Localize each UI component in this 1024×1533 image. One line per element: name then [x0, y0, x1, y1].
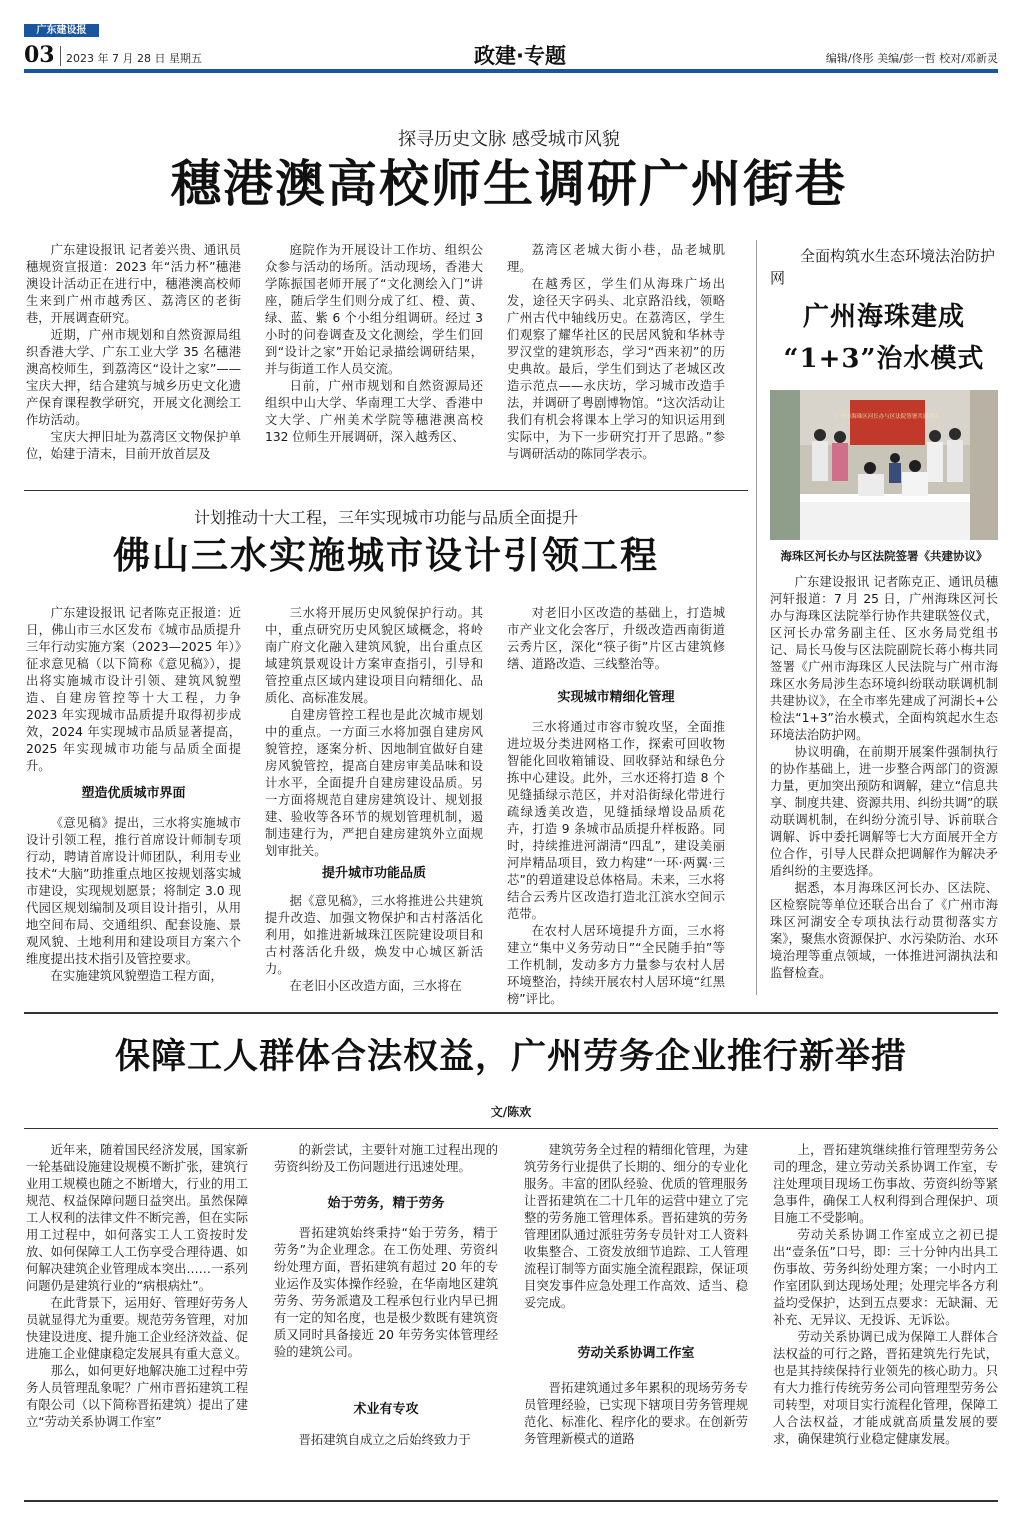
- article3-headline: 保障工人群体合法权益，广州劳务企业推行新举措: [114, 1036, 907, 1077]
- paragraph: 广东建设报讯 记者姜兴贵、通讯员穗规资宣报道：2023 年“活力杯”穗港澳设计活动正在进行中，穗港澳高校师生来到广州市越秀区、荔湾区的老街巷，开展调查研究。: [26, 243, 241, 325]
- photo-banner-text: 广州市海珠区河长办与区法院签署共建协议: [834, 414, 940, 420]
- divider: [24, 490, 748, 491]
- footer-rule: [24, 1500, 998, 1502]
- article2-column-1b: [26, 815, 241, 985]
- paragraph: 庭院作为开展设计工作坊、组织公众参与活动的场所。活动现场，香港大学陈振国老师开展了“文化测绘入门”讲座，随后学生们则分成了红、橙、黄、绿、蓝、紫 6 个小组分组调研。经过 3 小时的问卷调查及文化测绘，学生们回到“设计之家”开始记录描绘调研结果，并与街道工作人员交流。: [265, 243, 483, 376]
- article1-headline: 穗港澳高校师生调研广州街巷: [171, 154, 847, 213]
- sidebar-kicker: 全面构筑水生态环境法治防护网: [770, 247, 996, 287]
- sidebar-headline: [770, 296, 998, 380]
- article3-subhead-2: 术业有专攻: [353, 1402, 419, 1417]
- article3-column-3: [524, 1142, 748, 1312]
- paragraph: 对老旧小区改造的基础上，打造城市产业文化会客厅，升级改造西南街道云秀片区，深化“筷子街”片区古建筑修缮、道路改造、三线整治等。: [507, 606, 725, 671]
- article3-column-4: [773, 1142, 998, 1448]
- page-number: 03: [24, 42, 55, 68]
- article3-column-1: [26, 1142, 248, 1431]
- paragraph: 那么，如何更好地解决施工过程中劳务人员管理乱象呢？广州市晋拓建筑工程有限公司（以下简称晋拓建筑）提出了建立“劳动关系协调工作室”: [26, 1364, 248, 1429]
- divider: [24, 1128, 998, 1129]
- paragraph: 晋拓建筑通过多年累积的现场劳务专员管理经验，已实现下辖项目劳务管理规范化、标准化、程序化的要求。在创新劳务管理新模式的道路: [524, 1381, 748, 1446]
- article3-subhead-1: 始于劳务，精于劳务: [327, 1196, 445, 1211]
- paragraph: 上，晋拓建筑继续推行管理型劳务公司的理念，建立劳动关系协调工作室，专注处理项目现场工伤事故、劳资纠纷等紧急事件，确保工人权利得到合理保护、项目施工不受影响。: [773, 1143, 998, 1225]
- article2-subhead-3: 实现城市精细化管理: [557, 690, 675, 705]
- paragraph: 《意见稿》提出，三水将实施城市设计引领工程，推行首席设计师制专项行动，聘请首席设计师团队，利用专业技术“大脑”助推重点地区按规划落实城市建设，实现规划愿景；将制定 3.0 现代园区规划编制及项目设计指引，从用地空间布局、交通组织、配套设施、景观风貌、土地利用和建设项目方案六个维度提出技术指引及管控要求。: [26, 816, 241, 966]
- paragraph: 荔湾区老城大街小巷，品老城肌理。: [507, 243, 725, 274]
- paragraph: 协议明确，在前期开展案件强制执行的协作基础上，进一步整合两部门的资源力量，更加突出预防和调解，建立“信息共享、制度共建、资源共用、纠纷共调”的联动联调机制，在纠纷分流引导、诉前联合调解、诉中委托调解等七大方面展开全方位合作，引导人民群众把调解作为解决矛盾纠纷的主要选择。: [770, 745, 998, 878]
- sidebar-headline-line: “1+3”治水模式: [783, 344, 985, 374]
- article2-column-2b: [265, 893, 483, 995]
- paragraph: 三水将开展历史风貌保护行动。其中，重点研究历史风貌区域概念，将岭南广府文化融入建筑风貌，出台重点区域建筑景观设计方案审查指引，引导和管控重点区域内建设项目向精细化、品质化、高标准发展。: [265, 606, 483, 705]
- article2-subhead-2: 提升城市功能品质: [321, 866, 426, 881]
- article3-byline: 文/陈欢: [490, 1105, 532, 1119]
- article2-headline: 佛山三水实施城市设计引领工程: [113, 533, 659, 577]
- sidebar-body: [770, 574, 998, 982]
- article2-column-2: [265, 605, 483, 860]
- paper-name-badge: 广东建设报: [24, 24, 99, 37]
- paragraph: 据《意见稿》，三水将推进公共建筑提升改造、加强文物保护和古村落活化利用，如推进新城珠江医院建设项目和古村落活化升级，焕发中心城区新活力。: [265, 894, 483, 976]
- photo-illustration: [770, 390, 998, 540]
- article3-subhead-3: 劳动关系协调工作室: [577, 1346, 695, 1361]
- paragraph: 三水将通过市容市貌攻坚，全面推进垃圾分类进网格工作，探索可回收物智能化回收箱铺设、回收驿站和绿色分拣中心建设。此外，三水还将打造 8 个见缝插绿示范区，并对沿街绿化带进行疏绿透美改造，见缝插绿增设品质花卉，打造 9 条城市品质提升样板路。同时，持续推进河湖清“四乱”，建设美丽河岸精品项目，致力构建“一环·两翼·三芯”的碧道建设总体格局。未来，三水将结合云秀片区改造打造北江滨水空间示范带。: [507, 720, 725, 921]
- paragraph: 日前，广州市规划和自然资源局还组织中山大学、华南理工大学、香港中文大学、广州美术学院等穗港澳高校 132 位师生开展调研，深入越秀区、: [265, 379, 483, 444]
- paragraph: 广东建设报讯 记者陈克正、通讯员穗河轩报道：7 月 25 日，广州海珠区河长办与海珠区法院举行协作共建联签仪式，区河长办常务副主任、区水务局党组书记、局长马俊与区法院副院长蒋小梅共同签署《广州市海珠区人民法院与广州市海珠区水务局涉生态环境纠纷联动联调机制共建协议》，在全市率先建成了河湖长+公检法“1+3”治水模式，全面构筑起水生态环境法治防护网。: [770, 575, 998, 742]
- article3-column-2b: [274, 1225, 498, 1361]
- paragraph: 据悉，本月海珠区河长办、区法院、区检察院等单位还联合出台了《广州市海珠区河湖安全专项执法行动贯彻落实方案》，聚焦水资源保护、水污染防治、水环境治理等重点领域，一体推进河湖执法和监督检查。: [770, 881, 998, 980]
- editor-credits: 编辑/佟彤 美编/彭一哲 校对/邓新灵: [825, 52, 998, 65]
- signing-ceremony-photo: [770, 390, 998, 540]
- paragraph: 的新尝试，主要针对施工过程出现的劳资纠纷及工伤问题进行迅速处理。: [274, 1143, 498, 1174]
- paragraph: 劳动关系协调工作室成立之初已提出“壹条伍”口号，即：三十分钟内出具工伤事故、劳务纠纷处理方案；一小时内工作室团队到达现场处理；处理完毕各方利益均受保护，达到五点要求：无缺漏、无补充、无异议、无投诉、无诉讼。: [773, 1228, 998, 1327]
- paragraph: 自建房管控工程也是此次城市规划中的重点。一方面三水将加强自建房风貌管控，逐案分析、因地制宜做好自建房风貌管控，提高自建房审美品味和设计水平，全面提升自建房建设品质。另一方面将规范自建房建筑设计、规划报建、验收等各环节的规划管理机制，遏制违建行为，严把自建房建筑外立面规划审批关。: [265, 708, 483, 858]
- paragraph: 在实施建筑风貌塑造工程方面，: [50, 969, 223, 983]
- article2-subhead-1: 塑造优质城市界面: [81, 786, 186, 801]
- article1-column-2: [265, 242, 483, 446]
- paragraph: 晋拓建筑自成立之后始终致力于: [298, 1433, 471, 1447]
- paragraph: 在此背景下，运用好、管理好劳务人员就显得尤为重要。规范劳务管理，对加快建设进度、提升施工企业经济效益、促进施工企业健康稳定发展具有重大意义。: [26, 1296, 248, 1361]
- masthead-rule: [24, 69, 998, 73]
- column-divider: [756, 240, 757, 995]
- paragraph: 劳动关系协调已成为保障工人群体合法权益的可行之路，晋拓建筑先行先试，也是其持续保持行业领先的核心助力。只有大力推行传统劳务公司向管理型劳务公司转型，对项目实行流程化管理，保障工人合法权益，才能成就高质量发展的要求，确保建筑行业稳定健康发展。: [773, 1330, 998, 1446]
- paragraph: 建筑劳务全过程的精细化管理，为建筑劳务行业提供了长期的、细分的专业化服务。丰富的团队经验、优质的管理服务让晋拓建筑在二十几年的运营中建立了完整的劳务施工管理体系。晋拓建筑的劳务管理团队通过派驻劳务专员针对工人资料收集整合、工资发放细节追踪、工人管理流程订制等方面实施全流程跟踪，保证项目突发事件应急处理工作高效、适当、稳妥完成。: [524, 1143, 748, 1310]
- article2-column-3b: [507, 719, 725, 1008]
- paragraph: 宝庆大押旧址为荔湾区文物保护单位，始建于清末，目前开放首层及: [26, 430, 241, 461]
- article1-kicker: 探寻历史文脉 感受城市风貌: [398, 129, 620, 150]
- article3-column-3b: [524, 1380, 748, 1448]
- article3-column-2c: [274, 1432, 498, 1449]
- paragraph: 在农村人居环境提升方面，三水将建立“集中义务劳动日”“全民随手拍”等工作机制，发动多方力量参与农村人居环境整治，持续开展农村人居环境“红黑榜”评比。: [507, 924, 725, 1006]
- article3-column-2: [274, 1142, 498, 1176]
- photo-caption: 海珠区河长办与区法院签署《共建协议》: [780, 549, 988, 563]
- section-title: 政建·专题: [474, 44, 566, 68]
- article1-column-1: [26, 242, 241, 463]
- paragraph: 近年来，随着国民经济发展，国家新一轮基础设施建设规模不断扩张，建筑行业用工规模也随之不断增大，行业的用工规范、权益保障问题日益突出。虽然保障工人权利的法律文件不断完善，但在实际用工过程中，如何落实工人工资按时发放、如何保障工人工伤享受合理待遇、如何解决建筑企业管理成本突出……一系列问题仍是建筑行业的“病根病灶”。: [26, 1143, 248, 1293]
- paragraph: 晋拓建筑始终秉持“始于劳务，精于劳务”为企业理念。在工伤处理、劳资纠纷处理方面，晋拓建筑有超过 20 年的专业运作及实体操作经验，在华南地区建筑劳务、劳务派遣及工程承包行业内早已拥有一定的知名度，也是极少数既有建筑资质又同时具备接近 20 年劳务实体管理经验的建筑公司。: [274, 1226, 498, 1359]
- paragraph: 广东建设报讯 记者陈克正报道：近日，佛山市三水区发布《城市品质提升三年行动实施方案（2023—2025 年）》征求意见稿（以下简称《意见稿》），提出将实施城市设计引领、建筑风貌塑造、自建房管控等十大工程，力争 2023 年实现城市品质提升取得初步成效，2024 年实现城市品质显著提高，2025 年实现城市功能与品质全面提升。: [26, 606, 241, 773]
- divider: [60, 46, 61, 66]
- paragraph: 在越秀区，学生们从海珠广场出发，途径天字码头、北京路沿线，领略广州古代中轴线历史。在荔湾区，学生们观察了耀华社区的民居风貌和华林寺罗汉堂的建筑形态，学习“西来初”的历史典故。最后，学生们到达了老城区改造示范点——永庆坊，学习城市改造手法，并调研了粤剧博物馆。“这次活动让我们有机会将课本上学习的知识运用到实际中，为下一步研究打开了思路。”参与调研活动的陈同学表示。: [507, 277, 725, 461]
- article2-column-3: [507, 605, 725, 673]
- paragraph: 近期，广州市规划和自然资源局组织香港大学、广东工业大学 35 名穗港澳高校师生，到荔湾区“设计之家”——宝庆大押，结合建筑与城乡历史文化遗产保育课程教学研究，开展文化测绘工作坊活动。: [26, 328, 241, 427]
- article2-kicker: 计划推动十大工程，三年实现城市功能与品质全面提升: [193, 508, 578, 527]
- issue-date: 2023 年 7 月 28 日 星期五: [66, 52, 202, 65]
- sidebar-headline-line: 广州海珠建成: [802, 302, 965, 332]
- article2-column-1: [26, 605, 241, 775]
- article1-column-3: [507, 242, 725, 463]
- paragraph: 在老旧小区改造方面，三水将在: [289, 979, 462, 993]
- section-divider: [24, 1012, 998, 1014]
